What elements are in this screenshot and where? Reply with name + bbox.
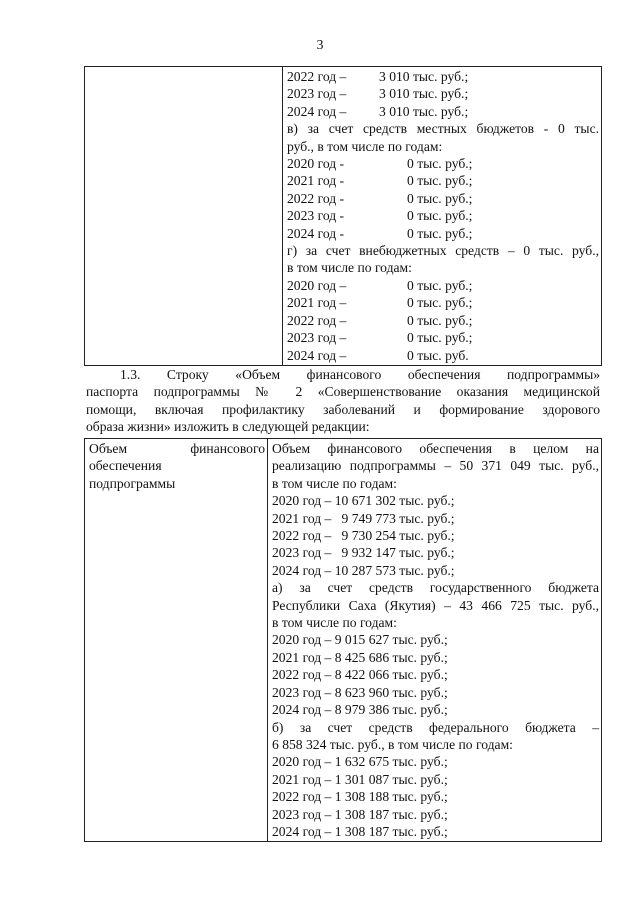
amount-value: 3 010 тыс. руб.; (379, 86, 469, 102)
label-line: подпрограммы (89, 475, 176, 491)
amount-value: 0 тыс. руб.; (407, 277, 473, 293)
paragraph-line: паспорта подпрограммы № 2 «Совершенствование оказания медицинской (86, 384, 600, 400)
label-cell (85, 439, 268, 842)
federal-budget-heading-cont: 6 858 324 тыс. руб., в том числе по годам: (272, 736, 513, 752)
state-budget-heading-cont: Республики Саха (Якутия) – 43 466 725 тыс. руб., (272, 597, 599, 613)
label-line: обеспечения (89, 458, 162, 474)
state-budget-heading: а) за счет средств государственного бюджета (272, 580, 599, 596)
federal-budget-heading: б) за счет средств федерального бюджета – (272, 719, 599, 735)
year-label: 2023 год – (287, 86, 347, 102)
year-line (287, 312, 599, 329)
year-label: 2020 год – (287, 277, 347, 293)
local-budget-heading-cont: руб., в том числе по годам: (287, 138, 443, 154)
funding-table-new (84, 438, 602, 842)
regional-years-list (287, 68, 599, 120)
year-line (287, 85, 599, 102)
label-line: Объем финансового (89, 441, 265, 456)
amount-value: 0 тыс. руб.; (407, 208, 473, 224)
year-line: 2023 год – 9 932 147 тыс. руб.; (272, 545, 455, 561)
state-years-list (272, 631, 599, 718)
year-label: 2022 год – (287, 69, 347, 84)
funding-details-cell (268, 439, 602, 842)
year-line: 2024 год – 10 287 573 тыс. руб.; (272, 562, 455, 578)
year-line: 2020 год – 9 015 627 тыс. руб.; (272, 632, 448, 648)
amount-value: 0 тыс. руб.; (407, 173, 473, 189)
year-label: 2020 год - (287, 156, 345, 172)
extrabudget-heading: г) за счет внебюджетных средств – 0 тыс. руб., (287, 243, 599, 259)
year-label: 2024 год – (287, 103, 347, 119)
year-label: 2021 год - (287, 173, 345, 189)
year-line: 2022 год – 8 422 066 тыс. руб.; (272, 667, 448, 683)
year-line: 2022 год – 9 730 254 тыс. руб.; (272, 528, 455, 544)
year-label: 2022 год – (287, 312, 347, 328)
year-line: 2021 год – 9 749 773 тыс. руб.; (272, 510, 455, 526)
year-line: 2023 год – 1 308 187 тыс. руб.; (272, 806, 448, 822)
year-label: 2023 год - (287, 208, 345, 224)
year-line (287, 347, 599, 364)
total-heading-cont: в том числе по годам: (272, 475, 397, 491)
total-years-list (272, 492, 599, 579)
amount-value: 0 тыс. руб.; (407, 330, 473, 346)
year-line (287, 190, 599, 207)
year-label: 2024 год - (287, 225, 345, 241)
year-line: 2024 год – 1 308 187 тыс. руб.; (272, 823, 448, 839)
year-line: 2021 год – 1 301 087 тыс. руб.; (272, 771, 448, 787)
year-label: 2021 год – (287, 295, 347, 311)
amount-value: 0 тыс. руб.; (407, 295, 473, 311)
year-line: 2020 год – 1 632 675 тыс. руб.; (272, 754, 448, 770)
amount-value: 0 тыс. руб.; (407, 312, 473, 328)
paragraph-line: образа жизни» изложить в следующей редакции: (86, 419, 370, 435)
year-line: 2020 год – 10 671 302 тыс. руб.; (272, 493, 455, 509)
amount-value: 3 010 тыс. руб.; (379, 69, 469, 84)
local-budget-heading: в) за счет средств местных бюджетов - 0 тыс. (287, 121, 599, 137)
year-label: 2024 год – (287, 347, 347, 363)
year-line: 2021 год – 8 425 686 тыс. руб.; (272, 649, 448, 665)
extrabudget-years-list (287, 277, 599, 364)
year-label: 2023 год – (287, 330, 347, 346)
funding-details-cell (283, 67, 602, 366)
year-line (287, 277, 599, 294)
year-line (287, 294, 599, 311)
empty-label-cell (85, 67, 283, 366)
amount-value: 0 тыс. руб. (407, 347, 469, 363)
year-line: 2022 год – 1 308 188 тыс. руб.; (272, 789, 448, 805)
year-line (287, 103, 599, 120)
funding-table-continued (84, 66, 602, 366)
year-line (287, 155, 599, 172)
federal-years-list (272, 753, 599, 840)
local-years-list (287, 155, 599, 242)
state-budget-heading-cont: в том числе по годам: (272, 615, 397, 631)
paragraph-line: помощи, включая профилактику заболеваний и формирование здорового (86, 401, 600, 417)
year-line (287, 68, 599, 85)
year-label: 2022 год - (287, 190, 345, 206)
amount-value: 0 тыс. руб.; (407, 225, 473, 241)
year-line: 2024 год – 8 979 386 тыс. руб.; (272, 702, 448, 718)
page-number: 3 (316, 38, 324, 53)
year-line: 2023 год – 8 623 960 тыс. руб.; (272, 684, 448, 700)
year-line (287, 172, 599, 189)
amount-value: 0 тыс. руб.; (407, 190, 473, 206)
total-heading: Объем финансового обеспечения в целом на (272, 441, 599, 456)
paragraph-line: 1.3. Строку «Объем финансового обеспечения подпрограммы» (120, 367, 600, 382)
amount-value: 0 тыс. руб.; (407, 156, 473, 172)
year-line (287, 329, 599, 346)
total-heading-cont: реализацию подпрограммы – 50 371 049 тыс. руб., (272, 458, 599, 474)
amendment-paragraph (86, 366, 600, 436)
amount-value: 3 010 тыс. руб.; (379, 103, 469, 119)
year-line (287, 207, 599, 224)
year-line (287, 225, 599, 242)
extrabudget-heading-cont: в том числе по годам: (287, 260, 412, 276)
